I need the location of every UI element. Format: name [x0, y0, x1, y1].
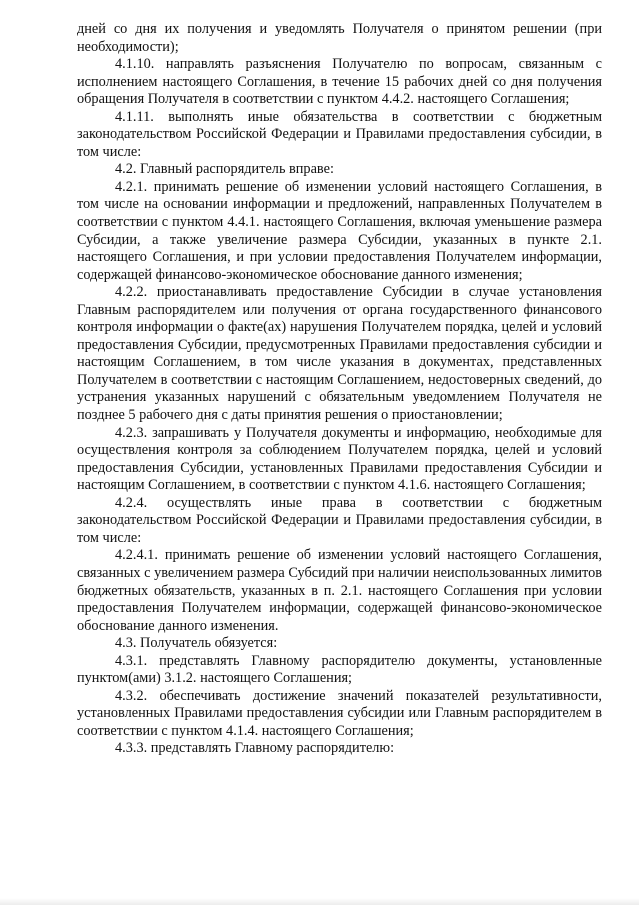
- paragraph-4-2-4-1: 4.2.4.1. принимать решение об изменении условий настоящего Соглашения, связанных с увеличением размера Субсидий при наличии неиспользованных лимитов бюджетных обязательств, указанных в п. 2.1. настоящего Соглашения при условии предоставления Получателем информации, содержащей финансово-экономическое обоснование данного изменения.: [77, 547, 602, 634]
- page-bottom-edge: [0, 898, 639, 905]
- paragraph-4-1-10: 4.1.10. направлять разъяснения Получателю по вопросам, связанным с исполнением настоящего Соглашения, в течение 15 рабочих дней со дня получения обращения Получателя в соответствии с пунктом 4.4.2. настоящего Соглашения;: [77, 56, 602, 108]
- paragraph-4-2-1: 4.2.1. принимать решение об изменении условий настоящего Соглашения, в том числе на основании информации и предложений, направленных Получателем в соответствии с пунктом 4.4.1. настоящего Соглашения, включая уменьшение размера Субсидии, а также увеличение размера Субсидии, указанных в пункте 2.1. настоящего Соглашения, и при условии предоставления Получателем информации, содержащей финансово-экономическое обоснование данного изменения;: [77, 178, 602, 283]
- paragraph-4-2-2: 4.2.2. приостанавливать предоставление Субсидии в случае установления Главным распорядителем или получения от органа государственного финансового контроля информации о факте(ах) нарушения Получателем порядка, целей и условий предоставления Субсидии, предусмотренных Правилами предоставления субсидии и настоящим Соглашением, в том числе указания в документах, представленных Получателем в соответствии с настоящим Соглашением, недостоверных сведений, до устранения указанных нарушений с обязательным уведомлением Получателя не позднее 5 рабочего дня с даты принятия решения о приостановлении;: [77, 284, 602, 424]
- paragraph-4-3-1: 4.3.1. представлять Главному распорядителю документы, установленные пунктом(ами) 3.1.2. настоящего Соглашения;: [77, 652, 602, 687]
- paragraph-4-1-11: 4.1.11. выполнять иные обязательства в соответствии с бюджетным законодательством Российской Федерации и Правилами предоставления субсидии, в том числе:: [77, 108, 602, 160]
- paragraph-4-2: 4.2. Главный распорядитель вправе:: [115, 161, 334, 178]
- paragraph-4-3-2: 4.3.2. обеспечивать достижение значений показателей результативности, установленных Правилами предоставления субсидии или Главным распорядителем в соответствии с пунктом 4.1.4. настоящего Соглашения;: [77, 687, 602, 739]
- paragraph-4-3-3: 4.3.3. представлять Главному распорядителю:: [115, 740, 395, 757]
- paragraph-4-2-4: 4.2.4. осуществлять иные права в соответствии с бюджетным законодательством Российской Федерации и Правилами предоставления субсидии, в том числе:: [77, 494, 602, 546]
- document-body: [77, 21, 602, 758]
- paragraph-4-3: 4.3. Получатель обязуется:: [115, 635, 278, 652]
- paragraph-continuation: дней со дня их получения и уведомлять Получателя о принятом решении (при необходимости);: [77, 21, 602, 55]
- paragraph-4-2-3: 4.2.3. запрашивать у Получателя документы и информацию, необходимые для осуществления контроля за соблюдением Получателем порядка, целей и условий предоставления Субсидии, установленных Правилами предоставления Субсидии и настоящим Соглашением, в соответствии с пунктом 4.1.6. настоящего Соглашения;: [77, 424, 602, 494]
